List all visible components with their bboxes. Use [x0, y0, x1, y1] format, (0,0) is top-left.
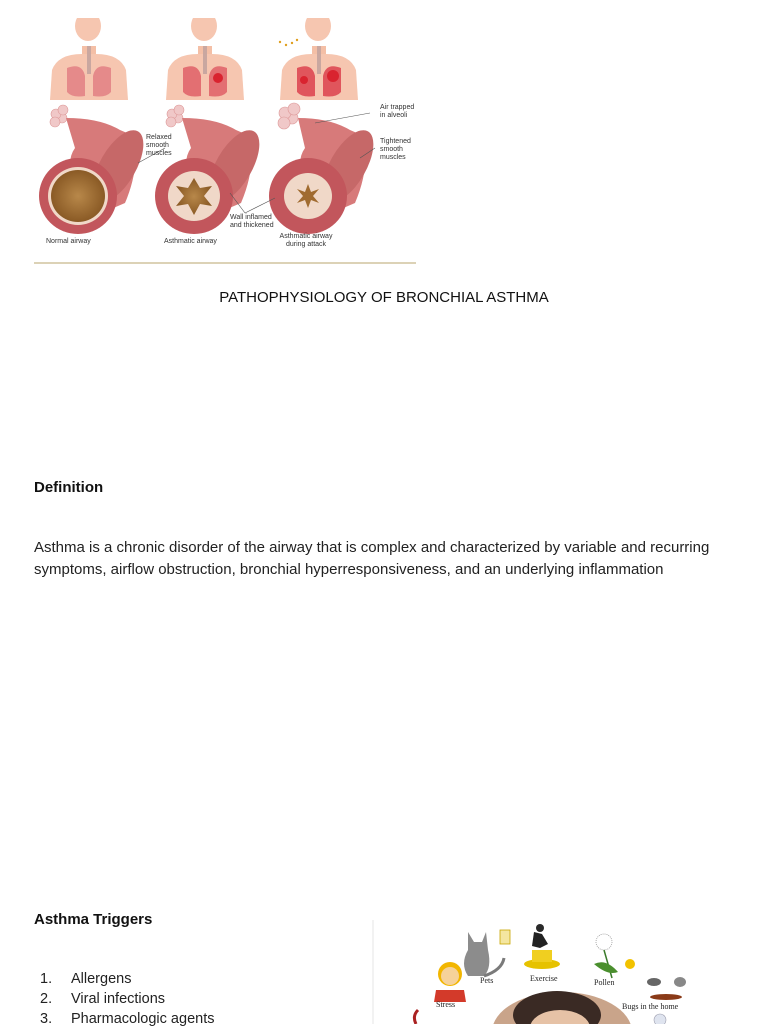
airway-attack: [269, 103, 384, 234]
label-relaxed: Relaxed smooth muscles: [146, 134, 172, 157]
label-stress: Stress: [436, 1000, 456, 1009]
torso-asthmatic: [166, 18, 244, 100]
list-item: 2. Viral infections: [40, 991, 166, 1007]
triggers-illustration: [372, 920, 742, 1024]
torso-attack: [279, 18, 358, 100]
label-air-trapped: Air trapped in alveoli: [380, 104, 415, 119]
triggers-graphic: [372, 920, 742, 1024]
triggers-heading: Asthma Triggers: [34, 911, 153, 928]
label-exercise: Exercise: [530, 974, 558, 983]
bugs-icon: [647, 977, 686, 1024]
torso-normal: [50, 18, 128, 100]
woman-photo: [492, 991, 632, 1024]
list-item: 1. Allergens: [40, 971, 132, 987]
label-asthmatic: Asthmatic airway: [164, 238, 217, 245]
airway-normal: [39, 105, 154, 234]
label-normal: Normal airway: [46, 238, 91, 245]
stressed-person-icon: [414, 962, 466, 1024]
label-attack: Asthmatic airway during attack: [279, 233, 333, 248]
cat-icon: [464, 932, 504, 976]
label-wall: Wall inflamed and thickened: [230, 214, 274, 229]
label-pollen: Pollen: [594, 978, 615, 987]
cyclist-icon: [524, 924, 560, 969]
label-pets: Pets: [480, 976, 494, 985]
airway-illustration: [30, 18, 430, 268]
label-bugs: Bugs in the home: [622, 1002, 679, 1011]
airway-diagram-graphic: [30, 18, 430, 268]
definition-heading: Definition: [34, 479, 104, 496]
list-item: 3. Pharmacologic agents: [40, 1011, 215, 1027]
cup-icon: [500, 930, 510, 944]
dandelion-icon: [594, 934, 635, 978]
triggers-list: [34, 969, 214, 1029]
label-tightened: Tightened smooth muscles: [380, 138, 411, 161]
definition-text: Asthma is a chronic disorder of the airway that is complex and characterized by variable and recurring symptoms, airflow obstruction, bronchial hyperresponsiveness, and an underlying inflammation: [34, 539, 710, 578]
document-title: PATHOPHYSIOLOGY OF BRONCHIAL ASTHMA: [219, 289, 549, 306]
